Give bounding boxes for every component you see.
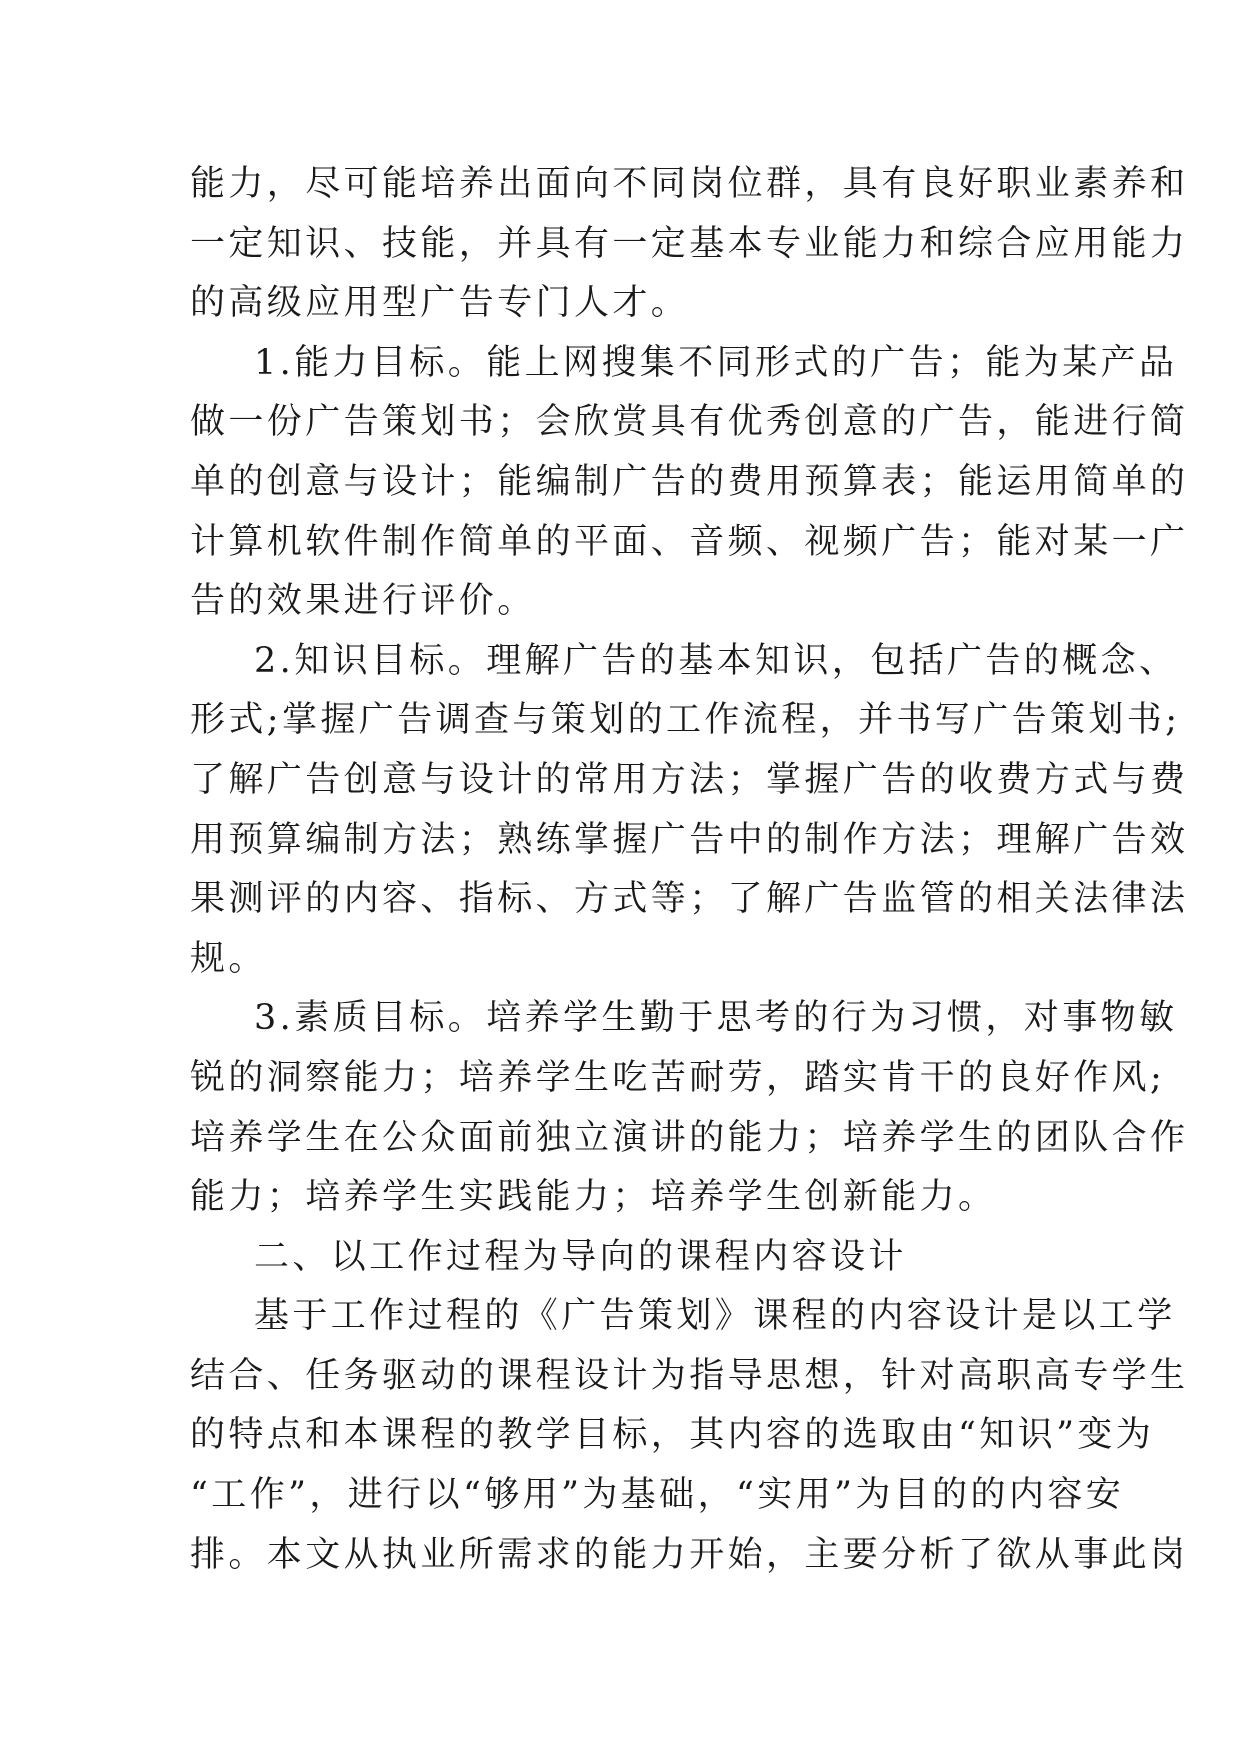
text-line: 单的创意与设计；能编制广告的费用预算表；能运用简单的 bbox=[190, 461, 1189, 502]
text-line: 锐的洞察能力；培养学生吃苦耐劳，踏实肯干的良好作风; bbox=[190, 1057, 1166, 1098]
text-line: 能力；培养学生实践能力；培养学生创新能力。 bbox=[190, 1177, 997, 1218]
ability-goal-heading-line: 1.能力目标。能上网搜集不同形式的广告；能为某产品 bbox=[254, 342, 1178, 383]
text-line: 规。 bbox=[190, 938, 267, 979]
text-line: 一定知识、技能，并具有一定基本专业能力和综合应用能力 bbox=[190, 223, 1189, 264]
paragraph-start-line: 基于工作过程的《广告策划》课程的内容设计是以工学 bbox=[254, 1296, 1176, 1337]
text-line: 做一份广告策划书；会欣赏具有优秀创意的广告，能进行简 bbox=[190, 402, 1189, 443]
quality-goal-heading-line: 3.素质目标。培养学生勤于思考的行为习惯，对事物敏 bbox=[254, 998, 1178, 1039]
text-line: “工作”，进行以“够用”为基础，“实用”为目的的内容安 bbox=[190, 1475, 1125, 1516]
text-line: 计算机软件制作简单的平面、音频、视频广告；能对某一广 bbox=[190, 521, 1189, 562]
knowledge-goal-heading-line: 2.知识目标。理解广告的基本知识，包括广告的概念、 bbox=[254, 640, 1178, 681]
section-heading: 二、以工作过程为导向的课程内容设计 bbox=[254, 1236, 907, 1277]
text-line: 能力，尽可能培养出面向不同岗位群，具有良好职业素养和 bbox=[190, 164, 1189, 204]
text-line: 排。本文从执业所需求的能力开始，主要分析了欲从事此岗 bbox=[190, 1534, 1189, 1575]
text-line: 培养学生在公众面前独立演讲的能力；培养学生的团队合作 bbox=[190, 1117, 1189, 1158]
text-line: 的高级应用型广告专门人才。 bbox=[190, 283, 690, 324]
text-line: 果测评的内容、指标、方式等；了解广告监管的相关法律法 bbox=[190, 879, 1189, 920]
text-line: 告的效果进行评价。 bbox=[190, 581, 536, 622]
text-line: 的特点和本课程的教学目标，其内容的选取由“知识”变为 bbox=[190, 1415, 1155, 1456]
text-line: 了解广告创意与设计的常用方法；掌握广告的收费方式与费 bbox=[190, 759, 1189, 800]
text-line: 形式;掌握广告调查与策划的工作流程，并书写广告策划书; bbox=[190, 700, 1181, 741]
text-line: 用预算编制方法；熟练掌握广告中的制作方法；理解广告效 bbox=[190, 819, 1189, 860]
body-text bbox=[190, 155, 1190, 1585]
text-line: 结合、任务驱动的课程设计为指导思想，针对高职高专学生 bbox=[190, 1355, 1189, 1396]
